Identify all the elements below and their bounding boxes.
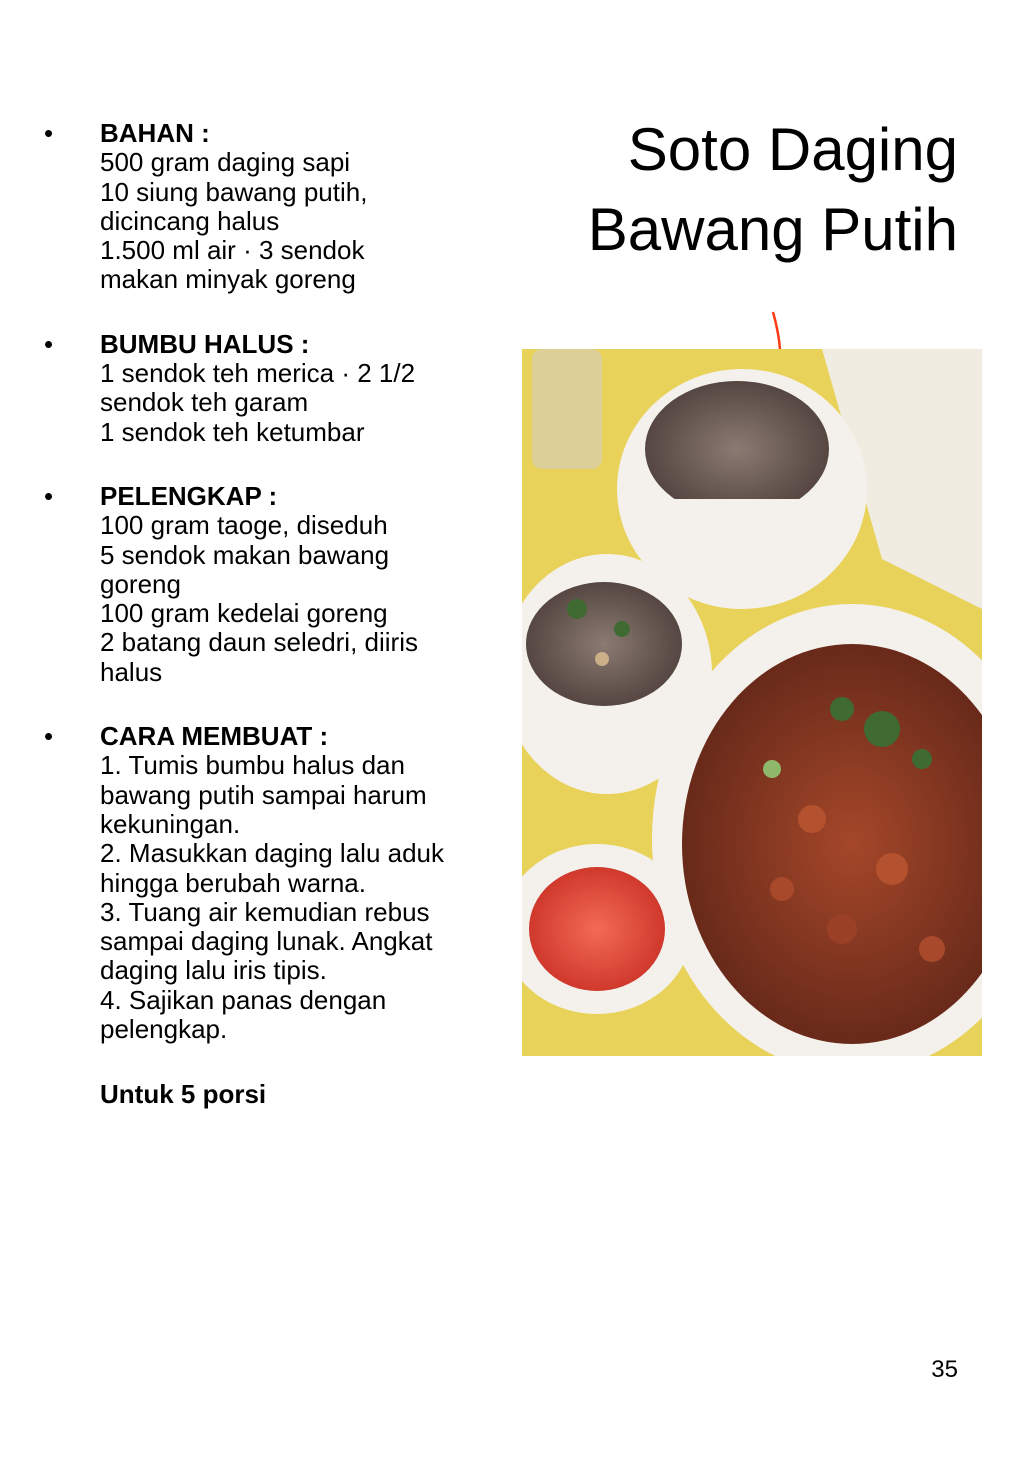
section-line: 1 sendok teh merica · 2 1/2: [100, 358, 416, 389]
serving-note: Untuk 5 porsi: [100, 1079, 267, 1110]
section-heading: CARA MEMBUAT :: [100, 721, 329, 752]
title-line-2: Bawang Putih: [587, 196, 958, 263]
bullet-icon: •: [44, 721, 54, 752]
section-line: 1 sendok teh ketumbar: [100, 416, 365, 447]
section-line: 1.500 ml air · 3 sendok: [100, 235, 365, 266]
section-heading: BUMBU HALUS :: [100, 328, 310, 359]
section-line: goreng: [100, 568, 181, 599]
section-heading: BAHAN :: [100, 118, 210, 148]
section-heading: PELENGKAP :: [100, 480, 278, 511]
section-line: dicincang halus: [100, 205, 280, 236]
section-bahan: [44, 119, 514, 295]
section-line: bawang putih sampai harum: [100, 779, 427, 810]
food-photo-icon: [522, 349, 982, 1056]
section-pelengkap: [44, 482, 514, 687]
bullet-icon: •: [44, 118, 54, 148]
section-line: 100 gram kedelai goreng: [100, 598, 388, 629]
section-line: pelengkap.: [100, 1014, 228, 1045]
title-line-1: Soto Daging: [627, 116, 958, 183]
section-line: kekuningan.: [100, 808, 241, 839]
section-bumbu-halus: [44, 330, 514, 447]
section-line: sendok teh garam: [100, 387, 309, 418]
section-line: 100 gram taoge, diseduh: [100, 510, 388, 541]
recipe-content: [44, 119, 514, 1109]
slide-title: [498, 110, 958, 270]
section-line: 2. Masukkan daging lalu aduk: [100, 838, 445, 869]
section-line: 3. Tuang air kemudian rebus: [100, 896, 430, 927]
section-line: sampai daging lunak. Angkat: [100, 926, 433, 957]
section-line: hingga berubah warna.: [100, 867, 366, 898]
section-line: makan minyak goreng: [100, 264, 356, 295]
bullet-icon: •: [44, 328, 54, 359]
section-line: 10 siung bawang putih,: [100, 176, 368, 207]
food-photo: [522, 349, 982, 1056]
section-cara-membuat: [44, 722, 514, 1044]
section-line: 1. Tumis bumbu halus dan: [100, 750, 405, 781]
section-line: 5 sendok makan bawang: [100, 539, 390, 570]
bullet-icon: •: [44, 480, 54, 511]
section-line: 500 gram daging sapi: [100, 147, 351, 178]
section-line: daging lalu iris tipis.: [100, 955, 327, 986]
section-line: halus: [100, 656, 163, 687]
page-number: 35: [931, 1356, 958, 1383]
section-line: 2 batang daun seledri, diiris: [100, 627, 418, 658]
section-line: 4. Sajikan panas dengan: [100, 984, 387, 1015]
